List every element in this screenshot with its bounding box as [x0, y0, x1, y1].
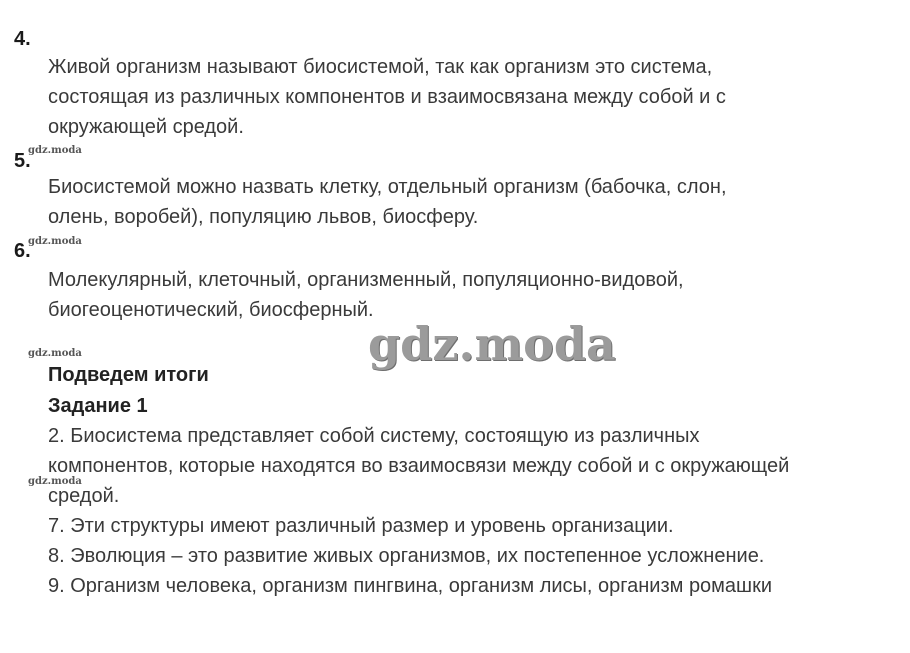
task-heading: Задание 1: [48, 395, 148, 417]
watermark-small: gdz.moda: [28, 476, 82, 487]
answer-line: 8. Эволюция – это развитие живых организмов, их постепенное усложнение.: [48, 545, 765, 567]
answer-paragraph-4: [48, 52, 898, 142]
watermark-small: gdz.moda: [28, 348, 82, 359]
answer-line: 7. Эти структуры имеют различный размер и уровень организации.: [48, 515, 674, 537]
section-heading: Подведем итоги: [48, 364, 209, 386]
answer-line: 2. Биосистема представляет собой систему, состоящую из различных: [48, 425, 700, 447]
answer-line: биогеоценотический, биосферный.: [48, 299, 374, 321]
answer-line: Биосистемой можно назвать клетку, отдельный организм (бабочка, слон,: [48, 176, 727, 198]
answer-line: Живой организм называют биосистемой, так как организм это система,: [48, 56, 713, 78]
answer-paragraph-5: [48, 172, 898, 232]
answer-line: состоящая из различных компонентов и взаимосвязана между собой и с: [48, 86, 726, 108]
answer-line: средой.: [48, 485, 120, 507]
summary-answers: [48, 421, 898, 601]
watermark-small: gdz.moda: [28, 236, 82, 247]
item-number-6: 6.: [14, 240, 31, 262]
answer-line: 9. Организм человека, организм пингвина, организм лисы, организм ромашки: [48, 575, 773, 597]
watermark-logo: gdz.moda: [368, 317, 616, 371]
answer-line: Молекулярный, клеточный, организменный, популяционно-видовой,: [48, 269, 684, 291]
watermark-small: gdz.moda: [28, 145, 82, 156]
item-number-5: 5.: [14, 150, 31, 172]
item-number-4: 4.: [14, 28, 31, 50]
answer-line: олень, воробей), популяцию львов, биосферу.: [48, 206, 479, 228]
answer-line: окружающей средой.: [48, 116, 244, 138]
answer-line: компонентов, которые находятся во взаимосвязи между собой и с окружающей: [48, 455, 790, 477]
